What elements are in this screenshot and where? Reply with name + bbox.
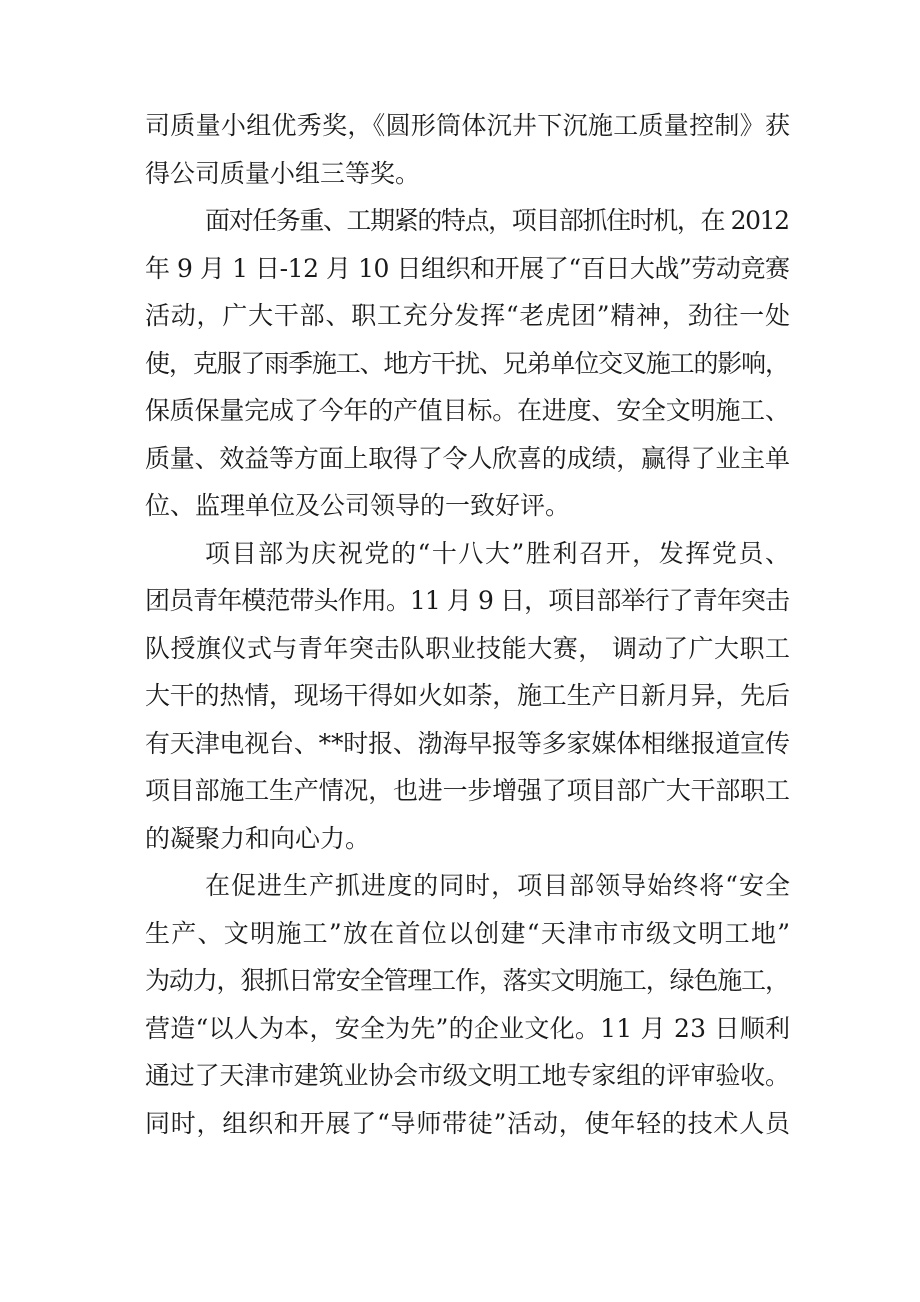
text-line: 营造“以人为本，安全为先”的企业文化。11 月 23 日顺利 [145,1013,791,1043]
text-line: 队授旗仪式与青年突击队职业技能大赛， 调动了广大职工 [145,633,791,663]
text-line: 保质保量完成了今年的产值目标。在进度、安全文明施工、 [145,396,790,425]
text-line: 为动力，狠抓日常安全管理工作，落实文明施工，绿色施工， [145,966,789,995]
text-line: 同时，组织和开展了“导师带徒”活动，使年轻的技术人员 [145,1108,791,1138]
text-line: 司质量小组优秀奖，《圆形筒体沉井下沉施工质量控制》获 [145,111,791,140]
text-line: 有天津电视台、**时报、渤海早报等多家媒体相继报道宣传 [145,728,790,758]
text-line: 质量、效益等方面上取得了令人欣喜的成绩，赢得了业主单 [145,443,790,473]
text-line: 生产、文明施工”放在首位以创建“天津市市级文明工地” [145,918,792,948]
body-text [145,102,790,1147]
paragraph-start-line: 面对任务重、工期紧的特点，项目部抓住时机，在 2012 [205,206,789,235]
text-line: 通过了天津市建筑业协会市级文明工地专家组的评审验收。 [145,1061,790,1090]
text-line: 年 9 月 1 日-12 月 10 日组织和开展了“百日大战”劳动竞赛 [145,253,790,283]
text-line: 位、监理单位及公司领导的一致好评。 [145,491,571,520]
text-line: 的凝聚力和向心力。 [145,823,371,853]
paragraph-start-line: 在促进生产抓进度的同时，项目部领导始终将“安全 [205,871,791,900]
text-line: 项目部施工生产情况，也进一步增强了项目部广大干部职工 [145,776,790,805]
text-line: 大干的热情，现场干得如火如荼，施工生产日新月异，先后 [145,681,790,710]
text-line: 使，克服了雨季施工、地方干扰、兄弟单位交叉施工的影响， [145,348,789,378]
text-line: 活动，广大干部、职工充分发挥“老虎团”精神，劲往一处 [145,301,791,330]
paragraph-start-line: 项目部为庆祝党的“十八大”胜利召开，发挥党员、 [205,538,792,568]
text-line: 得公司质量小组三等奖。 [145,158,421,188]
text-line: 团员青年模范带头作用。11 月 9 日，项目部举行了青年突击 [145,586,790,615]
